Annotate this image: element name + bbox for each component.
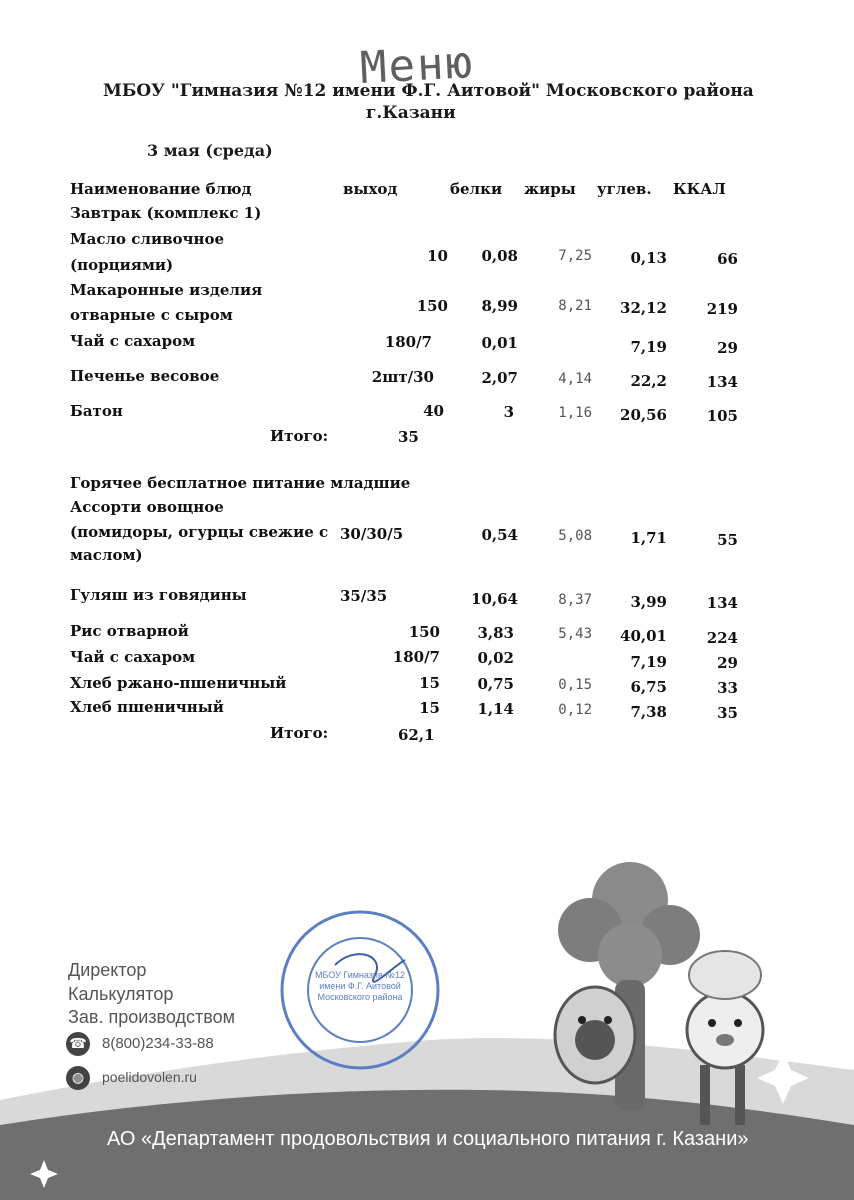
signature-director: Директор (68, 960, 147, 980)
breakfast-total-label: Итого: (270, 427, 329, 445)
carbs-value: 40,01 (620, 627, 667, 645)
protein-value: 2,07 (481, 369, 518, 387)
signature-production-head: Зав. производством (68, 1007, 235, 1027)
col-kcal: ККАЛ (673, 180, 726, 198)
dish-name: Чай с сахаром (70, 332, 196, 350)
carbs-value: 7,19 (630, 653, 667, 671)
stamp-text: МБОУ Гимназия №12 имени Ф.Г. Аитовой Московского района (315, 970, 405, 1002)
fat-value: 4,14 (558, 371, 592, 387)
col-fat: жиры (524, 180, 576, 198)
lunch-total-label: Итого: (270, 724, 329, 742)
fat-value: 5,43 (558, 626, 592, 642)
protein-value: 8,99 (481, 297, 518, 315)
protein-value: 10,64 (471, 590, 518, 608)
lunch-title: Горячее бесплатное питание младшие (70, 474, 411, 492)
carbs-value: 7,38 (630, 703, 667, 721)
fat-value: 8,37 (558, 592, 592, 608)
dish-name: Хлеб пшеничный (70, 698, 224, 716)
dish-name: маслом) (70, 546, 143, 564)
dish-name: Макаронные изделия (70, 281, 263, 299)
yield-value: 150 (408, 623, 440, 641)
fat-value: 0,12 (558, 702, 592, 718)
phone-number[interactable]: 8(800)234-33-88 (102, 1035, 214, 1052)
yield-value: 15 (419, 699, 440, 717)
school-name-line1: МБОУ "Гимназия №12 имени Ф.Г. Аитовой" Московского района (103, 81, 754, 101)
kcal-value: 55 (717, 531, 738, 549)
kcal-value: 134 (706, 594, 738, 612)
protein-value: 0,02 (477, 649, 514, 667)
company-name: АО «Департамент продовольствия и социального питания г. Казани» (107, 1128, 749, 1150)
fat-value: 7,25 (558, 248, 592, 264)
dish-name: (порциями) (70, 256, 174, 274)
carbs-value: 20,56 (620, 406, 667, 424)
carbs-value: 32,12 (620, 299, 667, 317)
col-carbs: углев. (597, 180, 652, 198)
dish-name: Рис отварной (70, 622, 189, 640)
yield-value: 2шт/30 (371, 368, 434, 386)
fat-value: 5,08 (558, 528, 592, 544)
carbs-value: 3,99 (630, 593, 667, 611)
yield-value: 15 (419, 674, 440, 692)
dish-name: отварные с сыром (70, 306, 233, 324)
carbs-value: 6,75 (630, 678, 667, 696)
kcal-value: 29 (717, 654, 738, 672)
yield-value: 150 (416, 297, 448, 315)
protein-value: 0,01 (481, 334, 518, 352)
signature-calculator: Калькулятор (68, 984, 174, 1004)
kcal-value: 33 (717, 679, 738, 697)
yield-value: 10 (427, 247, 448, 265)
protein-value: 0,08 (481, 247, 518, 265)
kcal-value: 219 (706, 300, 738, 318)
breakfast-total-value: 35 (398, 428, 419, 446)
dish-name: Гуляш из говядины (70, 586, 247, 604)
breakfast-title: Завтрак (комплекс 1) (70, 204, 262, 222)
globe-icon: ◍ (66, 1066, 90, 1090)
protein-value: 0,54 (481, 526, 518, 544)
protein-value: 3 (503, 403, 514, 421)
dish-name: Чай с сахаром (70, 648, 196, 666)
kcal-value: 224 (706, 629, 738, 647)
col-yield: выход (343, 180, 398, 198)
carbs-value: 0,13 (630, 249, 667, 267)
yield-value: 180/7 (384, 333, 432, 351)
dish-name: Масло сливочное (70, 230, 225, 248)
fat-value: 8,21 (558, 298, 592, 314)
dish-name: Ассорти овощное (70, 498, 224, 516)
yield-value: 35/35 (340, 587, 388, 605)
lunch-total-value: 62,1 (398, 726, 435, 744)
col-name: Наименование блюд (70, 180, 252, 198)
protein-value: 3,83 (477, 624, 514, 642)
phone-icon: ☎ (66, 1032, 90, 1056)
fat-value: 0,15 (558, 677, 592, 693)
website-link[interactable]: poelidovolen.ru (102, 1069, 197, 1085)
col-protein: белки (450, 180, 503, 198)
protein-value: 1,14 (477, 700, 514, 718)
yield-value: 180/7 (392, 648, 440, 666)
dish-name: Печенье весовое (70, 367, 220, 385)
menu-date: 3 мая (среда) (147, 141, 273, 160)
handwritten-menu-title: Меню (358, 37, 476, 94)
dish-name: Батон (70, 402, 123, 420)
school-name-line2: г.Казани (366, 103, 456, 123)
fat-value: 1,16 (558, 405, 592, 421)
carbs-value: 7,19 (630, 338, 667, 356)
kcal-value: 66 (717, 250, 738, 268)
kcal-value: 134 (706, 373, 738, 391)
yield-value: 40 (423, 402, 444, 420)
dish-name: Хлеб ржано-пшеничный (70, 674, 287, 692)
kcal-value: 105 (706, 407, 738, 425)
yield-value: 30/30/5 (340, 525, 404, 543)
carbs-value: 22,2 (630, 372, 667, 390)
kcal-value: 29 (717, 339, 738, 357)
dish-name: (помидоры, огурцы свежие с (70, 523, 329, 541)
mascots-illustration-icon (520, 860, 820, 1150)
carbs-value: 1,71 (630, 529, 667, 547)
protein-value: 0,75 (477, 675, 514, 693)
kcal-value: 35 (717, 704, 738, 722)
